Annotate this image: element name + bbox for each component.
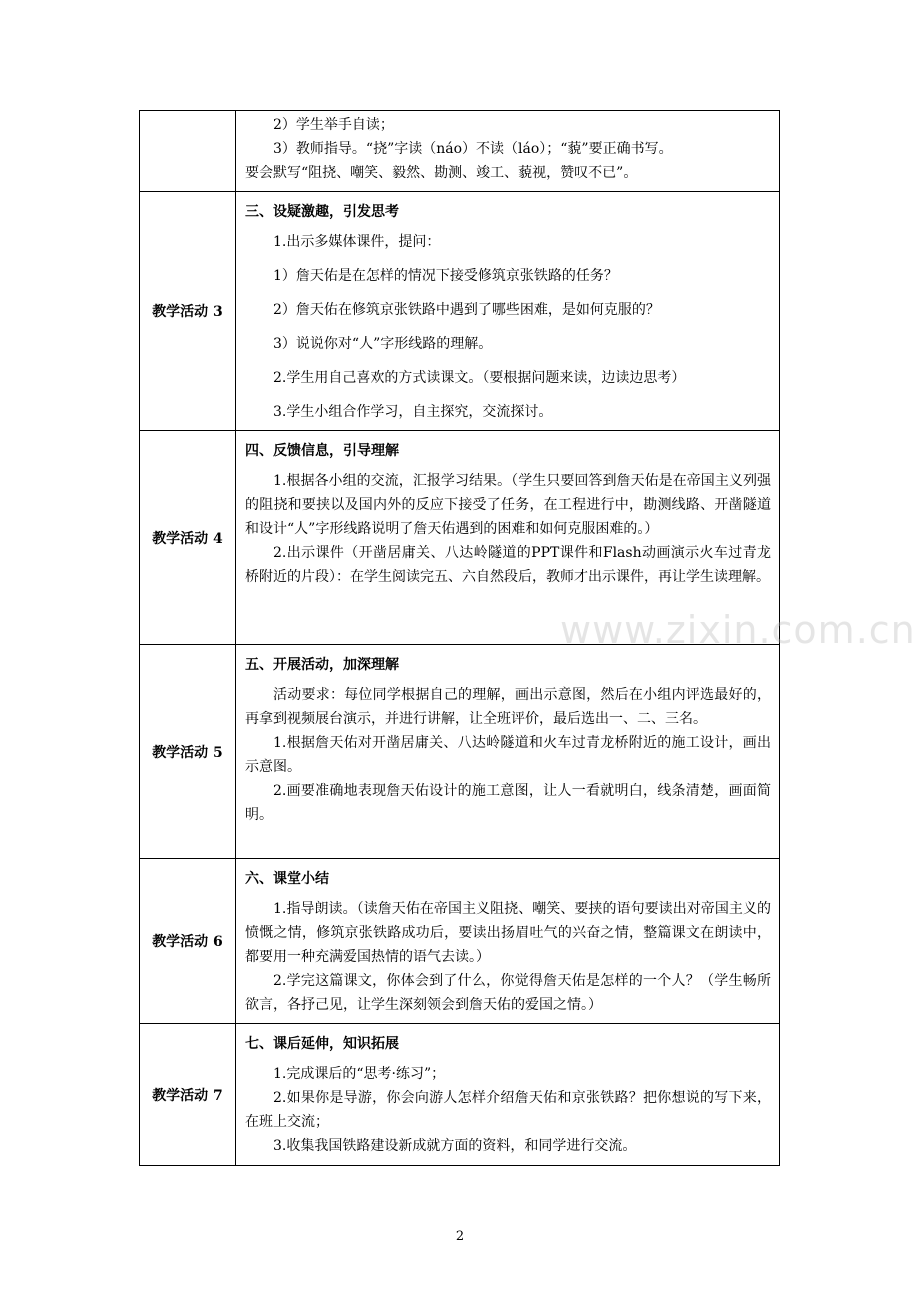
activity-label: 教学活动 7 (140, 1024, 236, 1166)
activity-label: 教学活动 3 (140, 192, 236, 431)
section-heading: 六、课堂小结 (245, 871, 329, 887)
paragraph: 2.如果你是导游，你会向游人怎样介绍詹天佑和京张铁路？把你想说的写下来，在班上交流； (245, 1090, 771, 1130)
section-heading: 三、设疑激趣，引发思考 (245, 204, 399, 220)
paragraph: 活动要求：每位同学根据自己的理解，画出示意图，然后在小组内评选最好的，再拿到视频展台演示，并进行讲解，让全班评价，最后选出一、二、三名。 (245, 687, 771, 727)
paragraph: 2）学生举手自读； (273, 117, 394, 133)
paragraph: 要会默写“阻挠、嘲笑、毅然、勘测、竣工、藐视，赞叹不已”。 (245, 165, 638, 181)
activity-content (236, 111, 780, 192)
paragraph: 2.学完这篇课文，你体会到了什么，你觉得詹天佑是怎样的一个人？（学生畅所欲言，各抒己见，让学生深刻领会到詹天佑的爱国之情。） (245, 973, 771, 1013)
paragraph: 2.画要准确地表现詹天佑设计的施工意图，让人一看就明白，线条清楚，画面简明。 (245, 783, 771, 823)
paragraph: 3.学生小组合作学习，自主探究，交流探讨。 (273, 404, 553, 420)
section-heading: 五、开展活动，加深理解 (245, 657, 399, 673)
activity-label (140, 111, 236, 192)
paragraph: 1.指导朗读。（读詹天佑在帝国主义阻挠、嘲笑、要挟的语句要读出对帝国主义的愤慨之情，修筑京张铁路成功后，要读出扬眉吐气的兴奋之情，整篇课文在朗读中，都要用一种充满爱国热情的语气去读。） (245, 901, 771, 965)
activity-content (236, 645, 780, 859)
table-row (140, 1024, 780, 1166)
section-heading: 四、反馈信息，引导理解 (245, 443, 399, 459)
paragraph: 3）教师指导。“挠”字读（náo）不读（láo）；“藐”要正确书写。 (273, 141, 673, 157)
page-number: 2 (455, 1229, 465, 1244)
paragraph: 1.出示多媒体课件，提问： (273, 234, 441, 250)
table-row (140, 192, 780, 431)
paragraph: 1.根据各小组的交流，汇报学习结果。（学生只要回答到詹天佑是在帝国主义列强的阻挠和要挟以及国内外的反应下接受了任务，在工程进行中，勘测线路、开凿隧道和设计“人”字形线路说明了詹天佑遇到的困难和如何克服困难的。） (245, 473, 771, 537)
paragraph: 2.出示课件（开凿居庸关、八达岭隧道的PPT课件和Flash动画演示火车过青龙桥附近的片段）：在学生阅读完五、六自然段后，教师才出示课件，再让学生读理解。 (245, 545, 771, 585)
activity-label: 教学活动 4 (140, 431, 236, 645)
activity-label: 教学活动 5 (140, 645, 236, 859)
paragraph: 3.收集我国铁路建设新成就方面的资料，和同学进行交流。 (273, 1138, 637, 1154)
paragraph: 3）说说你对“人”字形线路的理解。 (273, 336, 493, 352)
paragraph: 1）詹天佑是在怎样的情况下接受修筑京张铁路的任务？ (273, 268, 618, 284)
table-row (140, 111, 780, 192)
activity-content (236, 192, 780, 431)
table-row (140, 859, 780, 1024)
paragraph: 1.根据詹天佑对开凿居庸关、八达岭隧道和火车过青龙桥附近的施工设计，画出示意图。 (245, 735, 771, 775)
table-row (140, 645, 780, 859)
section-heading: 七、课后延伸，知识拓展 (245, 1036, 399, 1052)
paragraph: 2.学生用自己喜欢的方式读课文。（要根据问题来读，边读边思考） (273, 370, 686, 386)
paragraph: 1.完成课后的“思考·练习”； (273, 1066, 446, 1082)
activity-content (236, 859, 780, 1024)
watermark: www.zixin.com.cn (560, 608, 916, 652)
activity-content (236, 1024, 780, 1166)
paragraph: 2）詹天佑在修筑京张铁路中遇到了哪些困难，是如何克服的？ (273, 302, 660, 318)
activity-label: 教学活动 6 (140, 859, 236, 1024)
